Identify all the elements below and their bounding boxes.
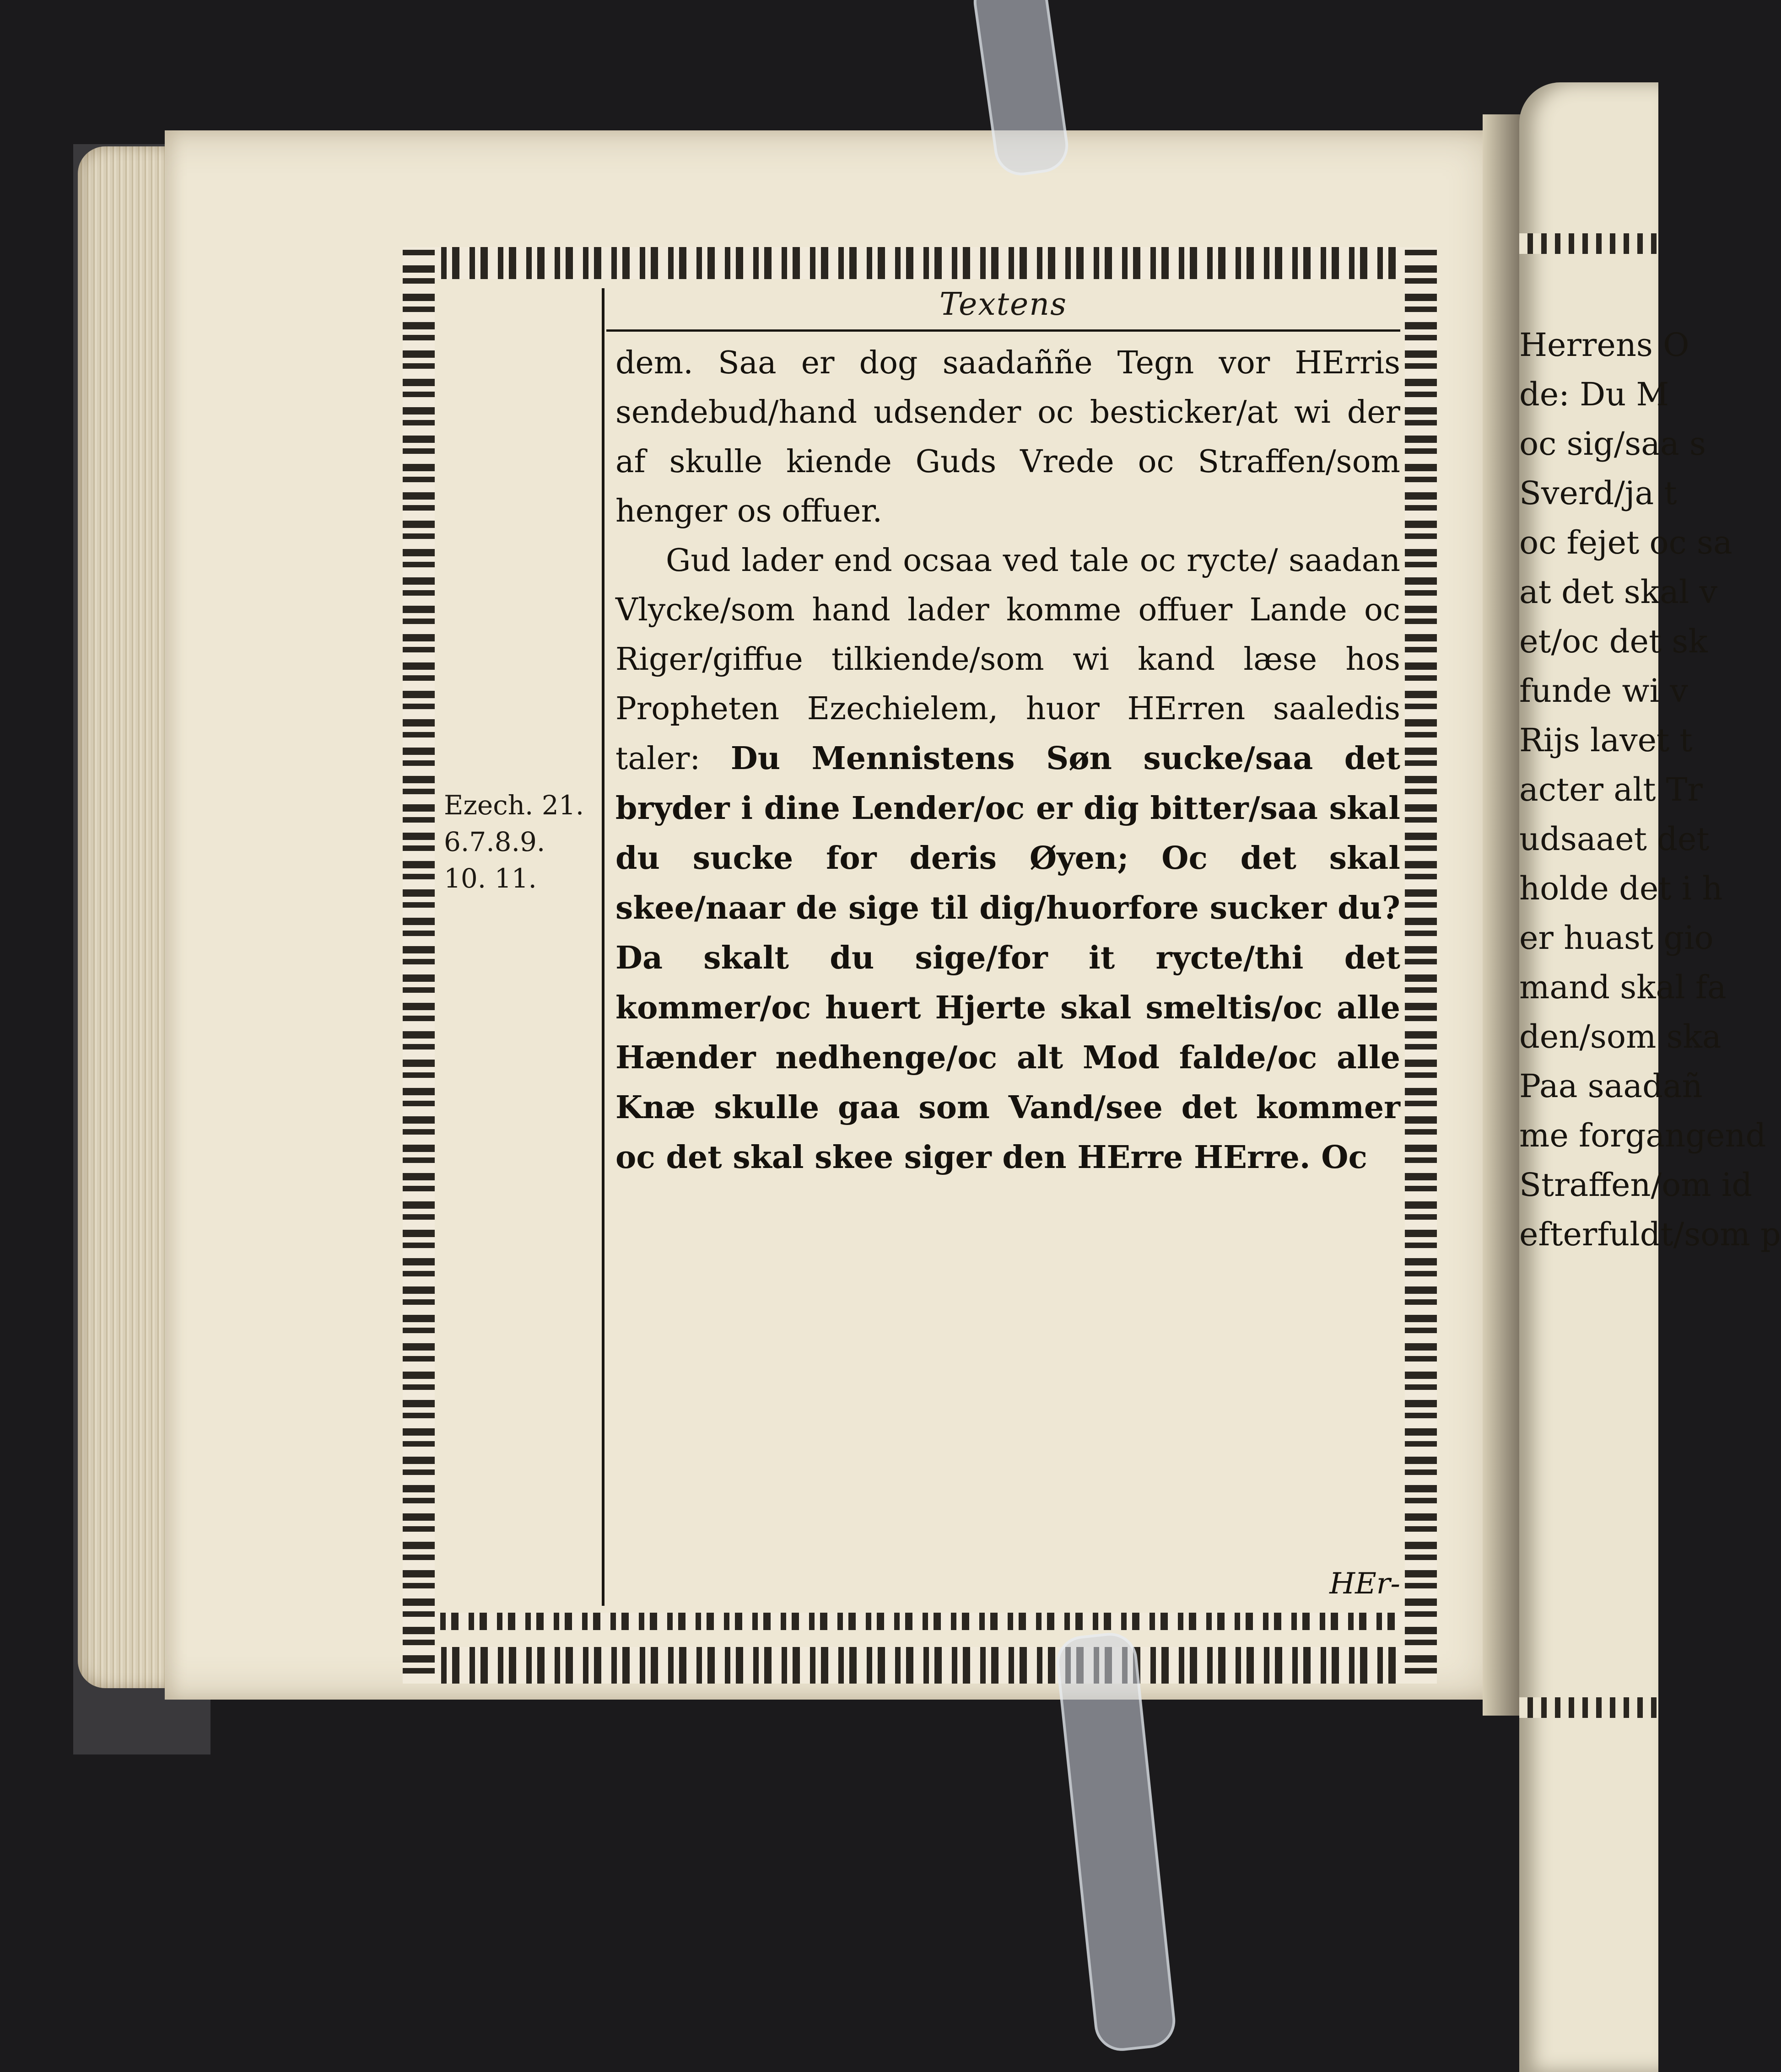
running-head: Textens <box>939 286 1067 323</box>
facing-page-line: at det skal v <box>1519 573 1717 611</box>
facing-page-line: funde wi v <box>1519 672 1688 710</box>
margin-reference-line: 10. 11. <box>444 863 537 894</box>
ornamental-border-left <box>403 247 435 1684</box>
ornamental-border-bottom <box>403 1647 1437 1684</box>
facing-page-line: den/som ska <box>1519 1018 1722 1055</box>
facing-page-line: acter alt Tr <box>1519 771 1703 808</box>
ornamental-border-top <box>403 247 1437 279</box>
facing-page-line: oc sig/saa s <box>1519 425 1706 463</box>
facing-page-line: efterfuldt/som p <box>1519 1216 1781 1253</box>
ornamental-border-right <box>1405 247 1437 1684</box>
margin-reference-line: Ezech. 21. <box>444 790 584 821</box>
catchword: HEr- <box>1329 1567 1400 1601</box>
paragraph-2 <box>615 536 1400 1183</box>
facing-page-line: me forgangend <box>1519 1117 1766 1154</box>
paragraph-2-text: Gud lader end ocsaa ved tale oc rycte/ saadan Vlycke/som hand lader komme offuer Lande oc Riger/giffue tilkiende/som wi kand læse hos Propheten Ezechielem, huor HErren saaledis taler: <box>615 543 1400 777</box>
body-text <box>615 339 1400 1555</box>
margin-reference-line: 6.7.8.9. <box>444 826 545 857</box>
facing-page-line: udsaaet det <box>1519 820 1710 858</box>
printed-text-frame <box>403 247 1437 1684</box>
facing-page-line: et/oc det sk <box>1519 623 1708 660</box>
ornamental-border-bottom-inner <box>430 1613 1409 1630</box>
facing-page-top-ornament <box>1519 233 1658 254</box>
facing-page-line: Rijs lavet t <box>1519 721 1693 759</box>
facing-page-line: Paa saadañ <box>1519 1067 1703 1105</box>
facing-page-bottom-ornament <box>1519 1697 1658 1718</box>
facing-page-line: er huast gio <box>1519 919 1714 957</box>
facing-page-line: Sverd/ja t <box>1519 474 1677 512</box>
facing-page-line: oc fejet oc sa <box>1519 524 1732 561</box>
facing-page-line: mand skal fa <box>1519 969 1727 1006</box>
scripture-quotation: Du Mennistens Søn sucke/saa det bryder i dine Lender/oc er dig bitter/saa skal du sucke for deris Øyen; Oc det skal skee/naar de sige til dig/huorfore sucker du? Da skalt du sige/for it rycte/thi det kommer/oc huert Hjerte skal smeltis/oc alle Hænder nedhenge/oc alt Mod falde/oc alle Knæ skulle gaa som Vand/see det kommer oc det skal skee siger den HErre HErre. Oc <box>615 740 1400 1176</box>
paragraph-1: dem. Saa er dog saadaññe Tegn vor HErris sendebud/hand udsender oc besticker/at wi der af skulle kiende Guds Vrede oc Straffen/som henger os offuer. <box>615 345 1400 529</box>
margin-reference <box>444 787 599 910</box>
book-page-edges <box>78 146 176 1688</box>
facing-page-text <box>1519 320 1781 1693</box>
facing-page-line: Straffen/om id <box>1519 1166 1753 1204</box>
facing-page-line: holde det i h <box>1519 870 1723 907</box>
facing-page-line: Herrens O <box>1519 326 1689 364</box>
margin-column-rule <box>602 288 604 1606</box>
running-head-rule <box>606 329 1400 332</box>
facing-page <box>1519 82 1781 2072</box>
facing-page-line: de: Du M <box>1519 376 1669 413</box>
